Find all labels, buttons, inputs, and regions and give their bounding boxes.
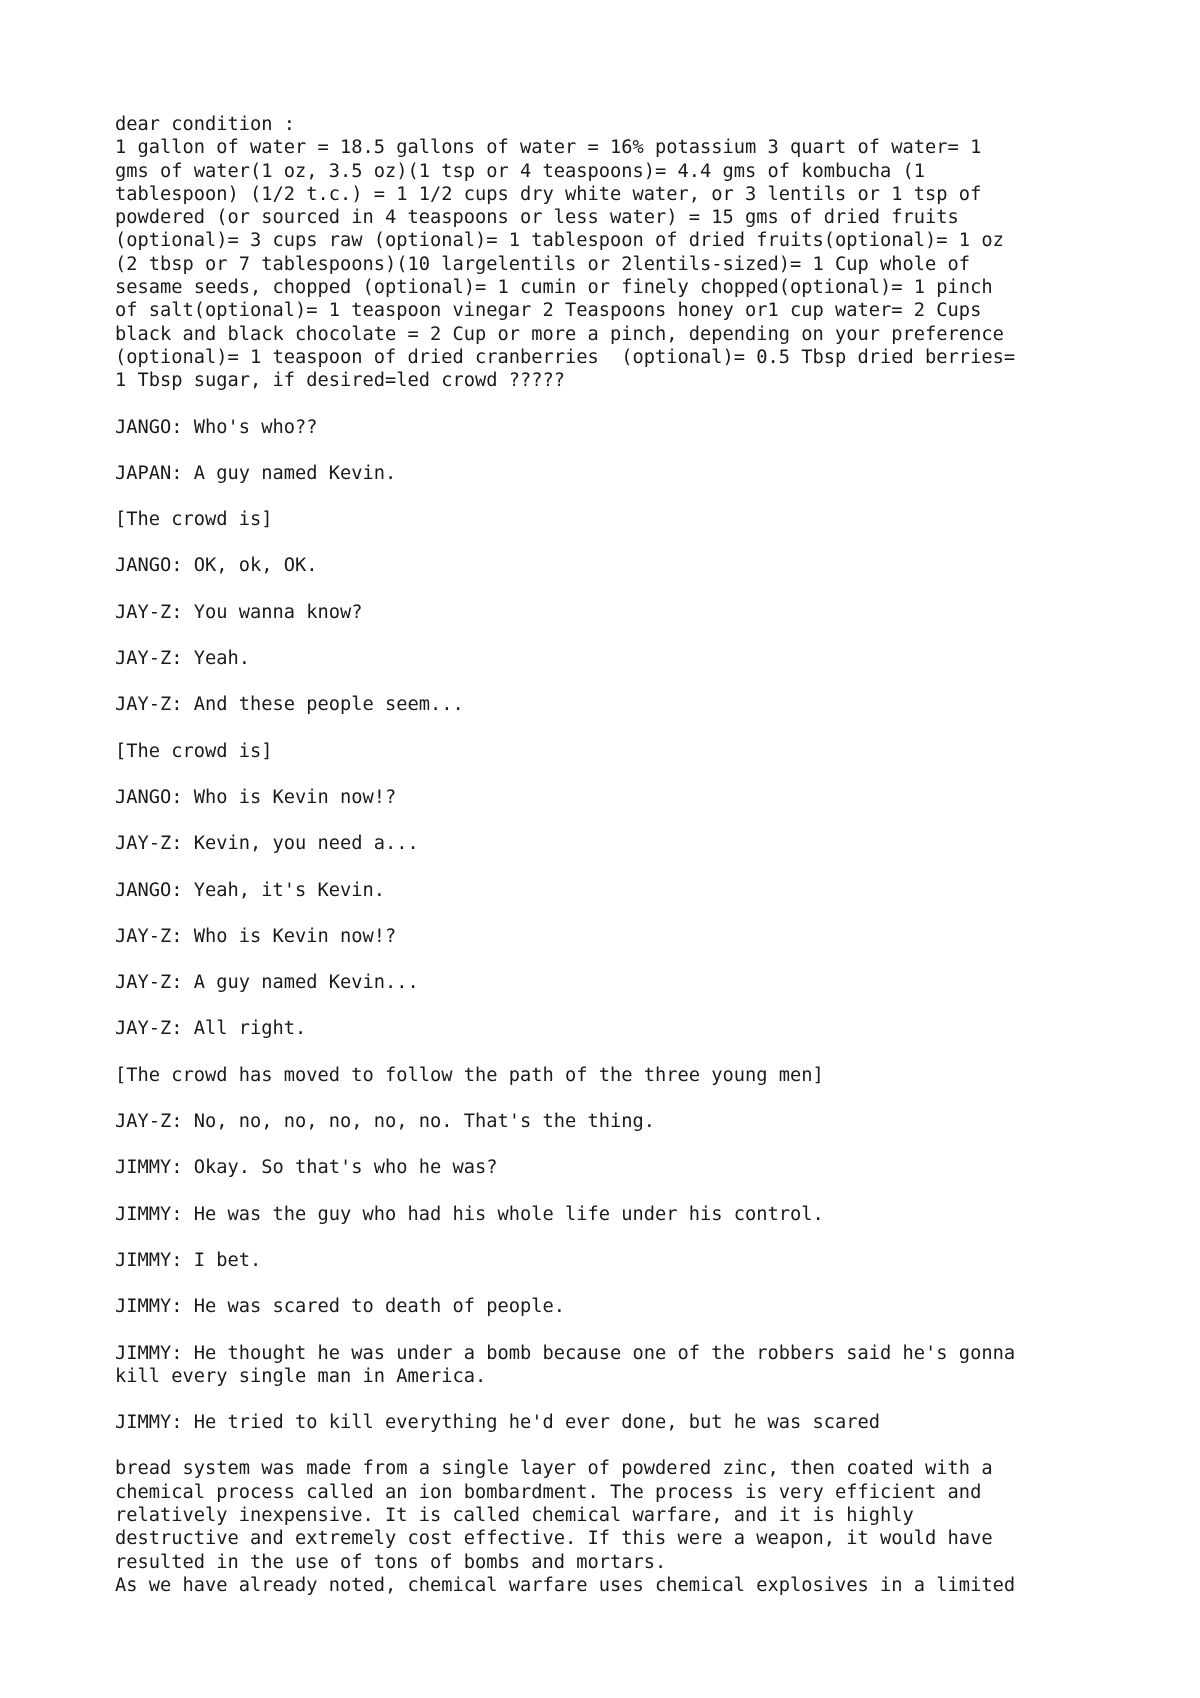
dialogue-line: JIMMY: He was scared to death of people.	[115, 1296, 566, 1318]
dialogue-line: JAY-Z: No, no, no, no, no, no. That's the thing.	[115, 1111, 656, 1133]
document-body	[115, 113, 1115, 1597]
recipe-line: tablespoon) (1/2 t.c.) = 1 1/2 cups dry white water, or 3 lentils or 1 tsp of	[115, 183, 982, 205]
closing-line: resulted in the use of tons of bombs and mortars.	[115, 1551, 667, 1573]
recipe-line: black and black chocolate = 2 Cup or more a pinch, depending on your preference	[115, 323, 1004, 345]
dialogue-line: JIMMY: He thought he was under a bomb because one of the robbers said he's gonna kill every single man in America.	[115, 1342, 1016, 1387]
closing-line: destructive and extremely cost effective. If this were a weapon, it would have	[115, 1528, 993, 1550]
closing-line: chemical process called an ion bombardment. The process is very efficient and	[115, 1481, 982, 1503]
recipe-line: gms of water(1 oz, 3.5 oz)(1 tsp or 4 teaspoons)= 4.4 gms of kombucha (1	[115, 160, 926, 182]
dialogue-line: JANGO: Who's who??	[115, 416, 318, 438]
closing-line: relatively inexpensive. It is called chemical warfare, and it is highly	[115, 1504, 914, 1526]
dialogue-line: JAY-Z: You wanna know?	[115, 601, 363, 623]
dialogue-line: JIMMY: He was the guy who had his whole life under his control.	[115, 1203, 824, 1225]
dialogue-line: JIMMY: He tried to kill everything he'd ever done, but he was scared	[115, 1412, 881, 1434]
dialogue-line: JAY-Z: All right.	[115, 1018, 307, 1040]
recipe-heading: dear condition :	[115, 114, 296, 135]
recipe-line: (2 tbsp or 7 tablespoons)(10 largelentils or 2lentils-sized)= 1 Cup whole of	[115, 253, 971, 275]
closing-line: bread system was made from a single layer of powdered zinc, then coated with a	[115, 1458, 993, 1480]
recipe-line: of salt(optional)= 1 teaspoon vinegar 2 Teaspoons honey or1 cup water= 2 Cups	[115, 300, 982, 322]
recipe-line: (optional)= 3 cups raw (optional)= 1 tablespoon of dried fruits(optional)= 1 oz	[115, 230, 1004, 252]
dialogue-line: JAY-Z: Who is Kevin now!?	[115, 925, 397, 947]
dialogue-line: [The crowd has moved to follow the path of the three young men]	[115, 1064, 824, 1086]
dialogue-line: JAY-Z: Yeah.	[115, 648, 251, 670]
recipe-line: sesame seeds, chopped (optional)= 1 cumin or finely chopped(optional)= 1 pinch	[115, 277, 993, 299]
dialogue-line: [The crowd is]	[115, 740, 273, 762]
dialogue-line: JIMMY: I bet.	[115, 1249, 262, 1271]
recipe-line: (optional)= 1 teaspoon of dried cranberries (optional)= 0.5 Tbsp dried berries=	[115, 346, 1016, 368]
dialogue-line: JIMMY: Okay. So that's who he was?	[115, 1157, 498, 1179]
dialogue-line: JANGO: Yeah, it's Kevin.	[115, 879, 386, 901]
dialogue-line: [The crowd is]	[115, 509, 273, 531]
dialogue-block	[115, 416, 1115, 1435]
dialogue-line: JANGO: Who is Kevin now!?	[115, 786, 397, 808]
dialogue-line: JAY-Z: Kevin, you need a...	[115, 833, 419, 855]
recipe-line: 1 gallon of water = 18.5 gallons of water = 16% potassium 3 quart of water= 1	[115, 137, 982, 159]
dialogue-line: JAY-Z: A guy named Kevin...	[115, 972, 419, 994]
closing-paragraph	[115, 1457, 1115, 1597]
recipe-line: 1 Tbsp sugar, if desired=led crowd ?????	[115, 370, 566, 392]
recipe-lines	[115, 136, 1115, 392]
dialogue-line: JAY-Z: And these people seem...	[115, 694, 464, 716]
recipe-line: powdered (or sourced in 4 teaspoons or less water) = 15 gms of dried fruits	[115, 207, 959, 229]
recipe-block	[115, 113, 1115, 393]
dialogue-line: JAPAN: A guy named Kevin.	[115, 462, 397, 484]
closing-line: As we have already noted, chemical warfare uses chemical explosives in a limited	[115, 1574, 1016, 1596]
dialogue-line: JANGO: OK, ok, OK.	[115, 555, 318, 577]
